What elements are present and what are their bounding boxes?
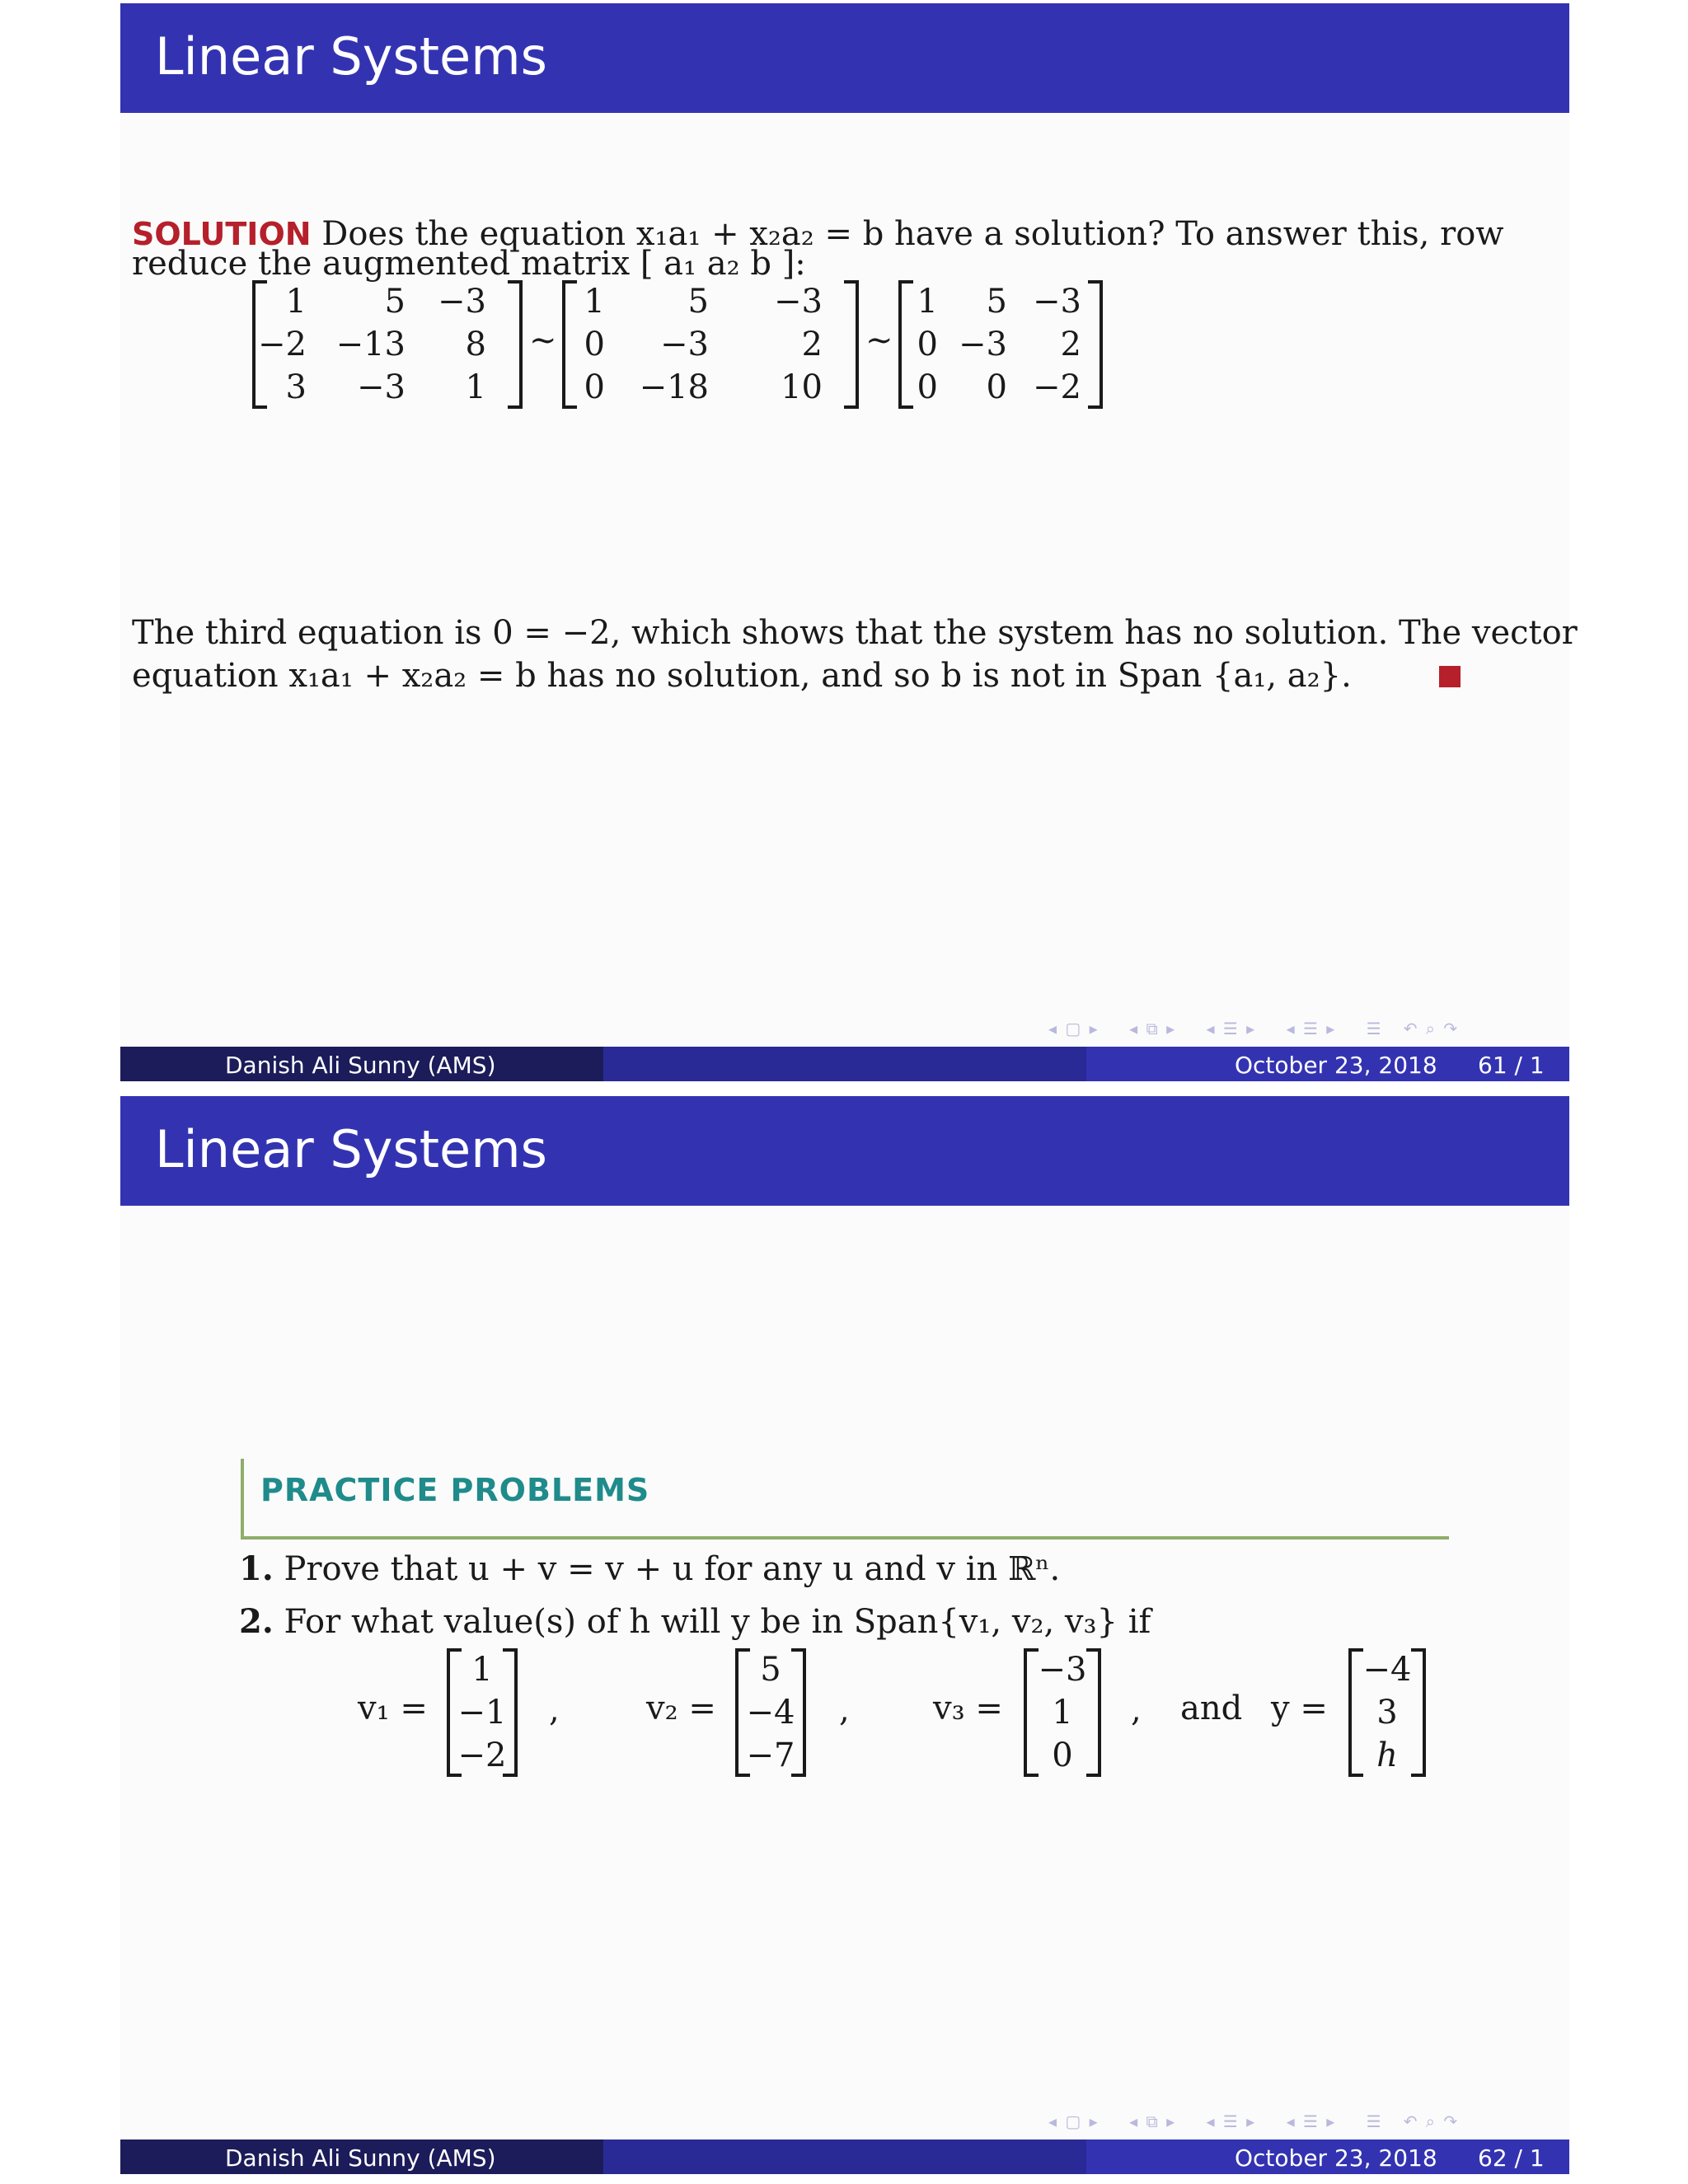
- nav-search-icon[interactable]: ☰ ↶ ⌕ ↷: [1366, 2111, 1460, 2131]
- vector-v1-comma: ,: [549, 1691, 560, 1729]
- vector-cell: −3: [1038, 1651, 1087, 1689]
- vector-cell: 1: [1052, 1694, 1073, 1732]
- slide-footer: [120, 1047, 1569, 1081]
- nav-subsection-icon[interactable]: ◂ ⧉ ▸: [1129, 1019, 1177, 1038]
- nav-frame-icon[interactable]: ◂ ▢ ▸: [1048, 2111, 1100, 2131]
- vector-cell: 5: [760, 1651, 781, 1689]
- solution-line-2: reduce the augmented matrix [ a₁ a₂ b ]:: [132, 245, 806, 283]
- vector-cell: −7: [746, 1736, 795, 1774]
- matrix-cell: 2: [801, 326, 823, 363]
- solution-text-1: Does the equation x₁a₁ + x₂a₂ = b have a solution? To answer this, row: [321, 215, 1504, 253]
- slide-footer: [120, 2139, 1569, 2174]
- matrix-cell: 1: [285, 283, 307, 321]
- nav-section-icon[interactable]: ◂ ☰ ▸: [1206, 2111, 1257, 2131]
- vector-v1-label: v₁ =: [358, 1690, 428, 1727]
- vector-cell: −4: [1362, 1651, 1412, 1689]
- footer-author: Danish Ali Sunny (AMS): [225, 1052, 496, 1079]
- solution-line-3: The third equation is 0 = −2, which shows that the system has no solution. The vector: [132, 614, 1578, 652]
- matrix-cell: 1: [584, 283, 605, 321]
- matrix-cell: −3: [959, 326, 1007, 363]
- solution-label: SOLUTION: [132, 216, 312, 252]
- matrix-cell: −3: [438, 283, 486, 321]
- footer-page-number: 62 / 1: [1478, 2144, 1545, 2172]
- practice-box-bottom-rule: [241, 1536, 1449, 1540]
- matrix-cell: −18: [639, 368, 709, 406]
- matrix-cell: 1: [465, 368, 486, 406]
- title-bar: [120, 1096, 1569, 1206]
- matrix-cell: 1: [917, 283, 938, 321]
- vector-v2-comma: ,: [839, 1691, 850, 1729]
- beamer-navigation[interactable]: [1048, 2111, 1464, 2131]
- solution-line-4: equation x₁a₁ + x₂a₂ = b has no solution, and so b is not in Span {a₁, a₂}.: [132, 657, 1352, 695]
- title-bar: [120, 3, 1569, 113]
- matrix-cell: 8: [465, 326, 486, 363]
- vector-cell: 0: [1052, 1736, 1073, 1774]
- footer-date: October 23, 2018: [1235, 2144, 1437, 2172]
- qed-square-icon: [1439, 666, 1461, 687]
- matrix-cell: 0: [917, 326, 938, 363]
- matrix-cell: −13: [335, 326, 406, 363]
- vector-cell: h: [1376, 1736, 1398, 1774]
- problem-2: [239, 1601, 1151, 1643]
- matrix-cell: 5: [986, 283, 1007, 321]
- nav-frame-icon[interactable]: ◂ ▢ ▸: [1048, 1019, 1100, 1038]
- footer-middle: [603, 2139, 1086, 2174]
- practice-problems-title: PRACTICE PROBLEMS: [260, 1472, 650, 1508]
- slide-title: Linear Systems: [155, 26, 547, 87]
- footer-page-number: 61 / 1: [1478, 1052, 1545, 1079]
- footer-date: October 23, 2018: [1235, 1052, 1437, 1079]
- row-equivalent-symbol: ∼: [529, 321, 557, 359]
- matrix-cell: 0: [986, 368, 1007, 406]
- matrix-cell: −2: [258, 326, 307, 363]
- slide-61: [120, 3, 1578, 1081]
- vector-y: [1348, 1648, 1426, 1777]
- matrix-cell: −3: [660, 326, 709, 363]
- augmented-matrix-1: [252, 280, 523, 409]
- matrix-cell: 5: [687, 283, 709, 321]
- nav-align-icon[interactable]: ◂ ☰ ▸: [1286, 2111, 1337, 2131]
- vector-cell: 3: [1376, 1694, 1398, 1732]
- matrix-cell: 5: [384, 283, 406, 321]
- matrix-cell: 3: [285, 368, 307, 406]
- vector-v2: [735, 1648, 806, 1777]
- footer-middle: [603, 1047, 1086, 1081]
- problem-1-text: Prove that u + v = v + u for any u and v in ℝⁿ.: [284, 1550, 1061, 1588]
- problem-2-text: For what value(s) of h will y be in Span{v₁, v₂, v₃} if: [284, 1603, 1151, 1641]
- vector-cell: −2: [457, 1736, 507, 1774]
- matrix-cell: −3: [1033, 283, 1081, 321]
- nav-align-icon[interactable]: ◂ ☰ ▸: [1286, 1019, 1337, 1038]
- row-equivalent-symbol: ∼: [865, 321, 893, 359]
- matrix-cell: 10: [781, 368, 823, 406]
- matrix-cell: 0: [917, 368, 938, 406]
- matrix-cell: 2: [1060, 326, 1081, 363]
- vector-v2-label: v₂ =: [646, 1690, 716, 1727]
- and-text: and: [1180, 1690, 1243, 1727]
- vector-cell: 1: [471, 1651, 493, 1689]
- matrix-cell: 0: [584, 368, 605, 406]
- vector-v3-comma: ,: [1131, 1691, 1142, 1729]
- nav-subsection-icon[interactable]: ◂ ⧉ ▸: [1129, 2111, 1177, 2131]
- matrix-cell: 0: [584, 326, 605, 363]
- vector-cell: −4: [746, 1694, 795, 1732]
- matrix-cell: −3: [774, 283, 823, 321]
- footer-author: Danish Ali Sunny (AMS): [225, 2144, 496, 2172]
- slide-title: Linear Systems: [155, 1119, 547, 1179]
- beamer-navigation[interactable]: [1048, 1019, 1464, 1038]
- slide-62: [120, 1096, 1569, 2174]
- vector-v3: [1024, 1648, 1101, 1777]
- nav-section-icon[interactable]: ◂ ☰ ▸: [1206, 1019, 1257, 1038]
- vector-v1: [447, 1648, 518, 1777]
- vector-y-label: y =: [1271, 1690, 1328, 1727]
- problem-1: [239, 1548, 1060, 1591]
- vector-cell: −1: [457, 1694, 507, 1732]
- matrix-cell: −2: [1033, 368, 1081, 406]
- vector-v3-label: v₃ =: [933, 1690, 1003, 1727]
- matrix-cell: −3: [357, 368, 406, 406]
- problem-2-number: 2.: [239, 1602, 274, 1641]
- augmented-matrix-3: [898, 280, 1103, 409]
- augmented-matrix-2: [562, 280, 859, 409]
- problem-1-number: 1.: [239, 1549, 274, 1588]
- nav-search-icon[interactable]: ☰ ↶ ⌕ ↷: [1366, 1019, 1460, 1038]
